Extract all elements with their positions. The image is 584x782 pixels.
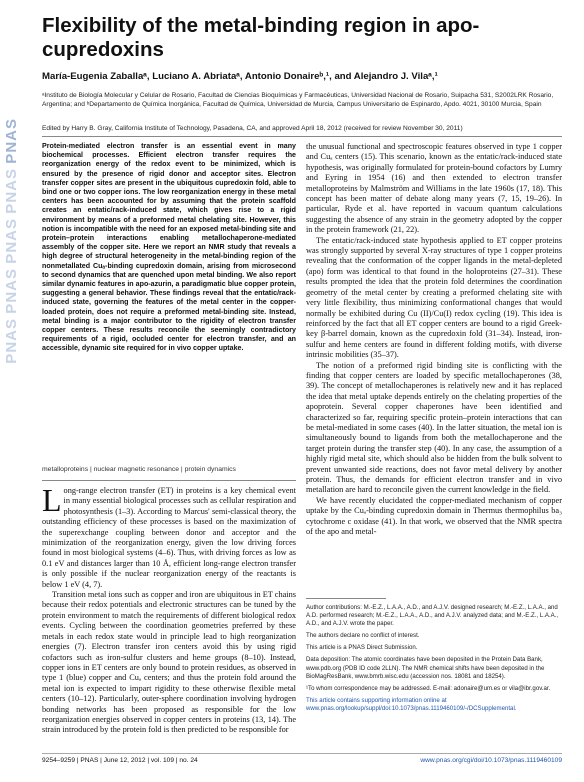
body-left-column [42,482,296,736]
pnas-watermark [3,118,25,398]
drop-cap: L [42,482,62,518]
footnote-divider [306,598,386,599]
journal-side-band [0,0,28,782]
abstract: Protein-mediated electron transfer is an essential event in many biochemical processes. Efficient electron transfer requires the reorganization energy of the redox event to be minimized, which is ensured by the presence of rigid donor and acceptor sites. Electron transfer copper sites are present in the ubiquitous cupredoxin fold, able to bind one or two copper ions. The low reorganization energy in these metal centers has been accounted for by assuming that the protein scaffold creates an entatic/rack-induced state, which gives rise to a rigid environment by means of a preformed metal chelating site. However, this notion is incompatible with the need for an exposed metal-binding site and protein–protein interactions enabling metallochaperone-mediated assembly of the copper site. Here we report an NMR study that reveals a high degree of structural heterogeneity in the metal-binding region of the nonmetallated Cuₐ-binding cupredoxin domain, arising from microsecond to second dynamics that are quenched upon metal binding. We also report similar dynamic features in apo-azurin, a paradigmatic blue copper protein, suggesting a general behavior. These findings reveal that the entatic/rack-induced state, governing the features of the metal center in the copper-loaded protein, does not require a preformed metal-binding site. Instead, metal binding is a major contributor to the rigidity of electron transfer copper centers. These results reconcile the seemingly contradictory requirements of a rigid, occluded center for electron transfer, and an accessible, dynamic site required for in vivo copper uptake. [42,142,296,353]
band-word: PNAS [3,168,20,214]
author-list: María-Eugenia Zaballaᵃ, Luciano A. Abriataᵃ, Antonio Donaireᵇ,¹, and Alejandro J. Vilaᵃ,¹ [42,71,438,82]
body-paragraph: Transition metal ions such as copper and iron are ubiquitous in ET chains because their redox potentials and electronic structures can be tuned by the protein environment to match the requirements of different biological redox events. Cycling between the coordination geometries preferred by these metals in each redox state would in principle lead to high reorganization energies (7). Electron transfer iron centers avoid this by using rigid cofactors such as iron-sulfur clusters and heme groups (8–10). Instead, copper ions in ET centers are only bound to protein residues, as observed in type 1 (blue) copper and Cuₐ centers; and thus the protein fold around the metal ion is expected to impart rigidity to these otherwise flexible metal centers (10–12). Particularly, outer-sphere coordination involving hydrogen bonding networks has been proposed as responsible for the low reorganization energies observed in copper centers in proteins (13, 14). The strain introduced by the protein fold is then predicted to be responsible for [42,590,296,735]
band-word: PNAS [3,218,20,264]
submission-note: This article is a PNAS Direct Submission. [306,644,418,652]
keywords: metalloproteins | nuclear magnetic resonance | protein dynamics [42,466,236,473]
supporting-info-link[interactable]: This article contains supporting information online at www.pnas.org/lookup/suppl/doi:10.1073/pnas.1119460109/-/DCSupplemental. [306,696,517,712]
author-contributions-note: Author contributions: M.-E.Z., L.A.A., A.D., and A.J.V. designed research; M.-E.Z., L.A.A., and A.D. performed research; M.-E.Z., L.A.A., A.D., and A.J.V. analyzed data; and M.-E.Z., L.A.A., A.D., and A.J.V. wrote the paper. [306,604,559,628]
data-deposition-note[interactable]: Data deposition: The atomic coordinates have been deposited in the Protein Data Bank, www.pdb.org (PDB ID code 2LLN). The NMR chemical shifts have been deposited in the BioMagResBank, www.bmrb.wisc.edu (accession nos. 18081 and 18254). [306,656,545,680]
body-paragraph: The entatic/rack-induced state hypothesis applied to ET copper proteins was strongly supported by several X-ray structures of type 1 copper proteins revealing that the conformation of the copper ligands in the metal-depleted (apo) form was identical to that found in the holoproteins (27–31). These results prompted the idea that the protein fold determines the coordination geometry of the metal center by creating a preformed chelating site with very little flexibility, thus minimizing conformational changes that would normally be exhibited during Cu (II)/Cu(I) redox cycling (19). This idea is reinforced by the fact that all ET copper centers are bound to a rigid Greek-key β-barrel domain, known as the cupredoxin fold (31–34). Instead, iron-sulfur and heme centers are found in different folding motifs, with diverse intrinsic mobilities (35–37). [306,235,562,360]
band-word: PNAS [3,118,20,164]
affiliations: ᵃInstituto de Biología Molecular y Celular de Rosario, Facultad de Ciencias Bioquímicas y Farmacéuticas, Universidad Nacional de Rosario, Suipacha 531, S2002LRK Rosario, Argentina; and ᵇDepartamento de Química Inorgánica, Facultad de Química, Universidad de Murcia, Campus Universitario de Espinardo, Apdo. 4021, 30100 Murcia, Spain [42,92,554,109]
body-paragraph: the unusual functional and spectroscopic features observed in type 1 copper and Cuₐ centers (15). This scenario, known as the entatic/rack-induced state hypothesis, was originally formulated for protein-bound cofactors by Lumry and Eyring in 1954 (16) and then extended to electron transfer metalloproteins by Malmström and Williams in the late 1960s (17, 18). This concept has been matter of debate along many years (7, 15, 19–26). In particular, Ryde et al. have reported in vacuum quantum calculations suggesting the absence of any strain in the geometry adopted by the copper in the protein framework (21, 22). [306,142,562,235]
footer-divider [42,753,562,754]
band-word: PNAS [3,268,20,314]
body-right-column [306,142,562,537]
body-paragraph: Long-range electron transfer (ET) in proteins is a key chemical event in many essential biological processes such as cellular respiration and photosynthesis (1–3). According to Marcus' semi-classical theory, the outstanding efficiency of these processes is based on the maximization of the superexchange coupling between donor and acceptor and the minimization of the reorganization energy, given the low driving forces found in most biological systems (4–6). Thus, with driving forces as low as 0.1 eV and distances larger than 10 Å, efficient long-range electron transfer is only possible if the nuclear reorganization energy of the reactants is below 1 eV (4, 7). [42,482,296,589]
body-paragraph: The notion of a preformed rigid binding site is conflicting with the finding that copper centers are loaded by specific metallochaperones (38, 39). The concept of metallochaperones is relatively new and it has replaced the idea that metal uptake depends entirely on the chelating properties of the apoprotein. Several copper chaperones have been identified and characterized so far, requiring specific protein–protein interactions that can be metal-mediated in some cases (40). In the latter situation, the metal ion is simultaneously bound to ligands from both the metallochaperone and the target protein during the transfer step (40). In any case, the assumption of a highly rigid metal site, which should also be hidden from the bulk solvent to prevent unwanted side reactions, does not favor metal delivery by another protein. Thus, the demands for efficient electron transfer and in vivo metallation are hard to reconcile given the current knowledge in the field. [306,360,562,495]
header-divider [42,136,562,137]
edited-by-line: Edited by Harry B. Gray, California Institute of Technology, Pasadena, CA, and approved April 18, 2012 (received for review November 30, 2011) [42,125,463,132]
body-paragraph: We have recently elucidated the copper-mediated mechanism of copper uptake by the Cuₐ-binding cupredoxin domain in Thermus thermophilus ba₃ cytochrome c oxidase (41). In that work, we observed that the NMR spectra of the apo and metal- [306,495,562,537]
doi-link[interactable]: www.pnas.org/cgi/doi/10.1073/pnas.1119460109 [420,757,562,764]
correspondence-note[interactable]: ¹To whom correspondence may be addressed. E-mail: adonaire@um.es or vila@ibr.gov.ar. [306,684,551,692]
conflict-note: The authors declare no conflict of interest. [306,632,420,640]
paper-title: Flexibility of the metal-binding region in apo-cupredoxins [42,14,480,61]
band-word: PNAS [3,318,20,364]
footnotes [306,598,562,717]
citation-line: 9254–9259 | PNAS | June 12, 2012 | vol. 109 | no. 24 [42,757,198,764]
keywords-divider [42,480,296,481]
